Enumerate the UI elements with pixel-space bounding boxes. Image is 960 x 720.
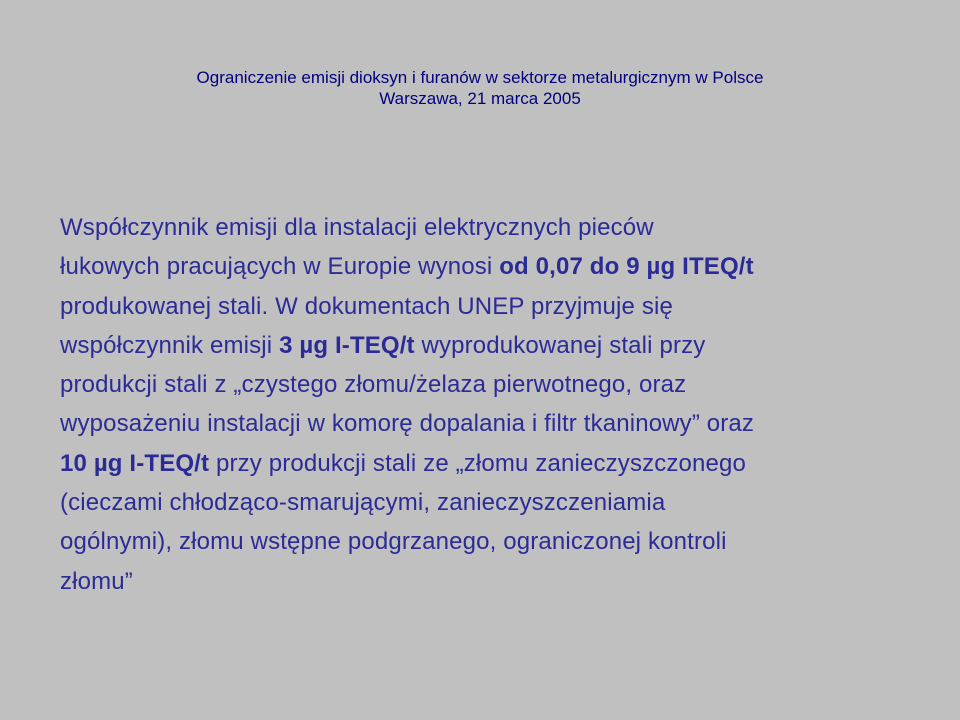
paragraph-line-3: [60, 287, 920, 326]
text-span: wyposażeniu instalacji w komorę dopalania i filtr tkaninowy” oraz: [60, 410, 755, 438]
text-span: wyprodukowanej stali przy: [414, 331, 706, 359]
header-title: Ograniczenie emisji dioksyn i furanów w sektorze metalurgicznym w Polsce: [196, 68, 764, 87]
text-span: ogólnymi), złomu wstępne podgrzanego, ograniczonej kontroli: [60, 528, 727, 556]
paragraph-line-5: [60, 365, 920, 404]
text-span: produkcji stali z „czystego złomu/żelaza pierwotnego, oraz: [60, 371, 687, 399]
body-paragraph: [60, 208, 920, 601]
paragraph-line-10: [60, 562, 920, 601]
header-date: Warszawa, 21 marca 2005: [379, 89, 581, 108]
text-span: Współczynnik emisji dla instalacji elektrycznych pieców: [60, 214, 654, 241]
paragraph-line-9: [60, 522, 920, 561]
text-span: złomu”: [60, 567, 133, 595]
emission-factor-3: 3 µg I-TEQ/t: [279, 331, 415, 359]
paragraph-line-4: [60, 326, 920, 365]
paragraph-line-1: [60, 208, 920, 247]
paragraph-line-8: [60, 483, 920, 522]
paragraph-line-2: [60, 247, 920, 286]
emission-range: od 0,07 do 9 µg ITEQ/t: [499, 253, 754, 281]
slide-header: [0, 67, 960, 109]
text-span: (cieczami chłodząco-smarującymi, zanieczyszczeniamia: [60, 489, 666, 517]
emission-factor-10: 10 µg I-TEQ/t: [60, 449, 210, 477]
text-span: łukowych pracujących w Europie wynosi: [60, 253, 500, 281]
text-span: przy produkcji stali ze „złomu zanieczyszczonego: [209, 449, 747, 477]
paragraph-line-7: [60, 444, 920, 483]
text-span: produkowanej stali. W dokumentach UNEP przyjmuje się: [60, 292, 673, 320]
paragraph-line-6: [60, 404, 920, 443]
text-span: współczynnik emisji: [60, 331, 280, 359]
